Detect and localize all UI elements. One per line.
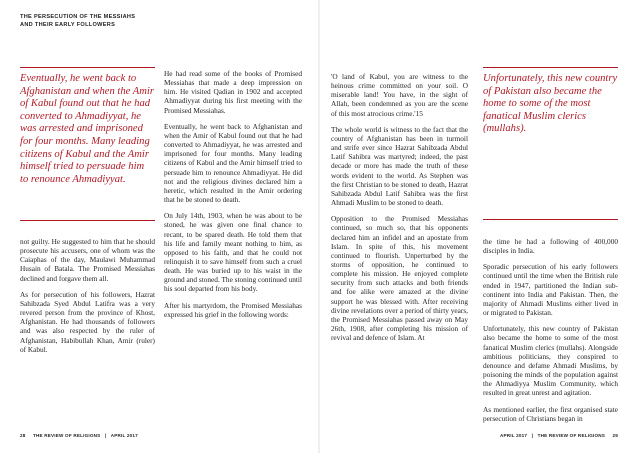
section-header-line-2: AND THEIR EARLY FOLLOWERS bbox=[20, 22, 116, 28]
section-header bbox=[20, 13, 170, 29]
column-4 bbox=[483, 237, 618, 430]
paragraph: not guilty. He suggested to him that he should prosecute his accusers, one of whom was the Caiaphas of the day, Maulawi Muhammad Husain of Batala. The Promised Messiahas declined and forgave them all. bbox=[20, 237, 155, 283]
paragraph: Sporadic persecution of his early followers continued until the time when the British rule ended in 1947, partitioned the Indian sub-continent into India and Pakistan. Then, the majority of Ahmadi Muslims either lived in or migrated to Pakistan. bbox=[483, 262, 618, 318]
footer-left: 28 THE REVIEW OF RELIGIONS | APRIL 2017 bbox=[20, 433, 138, 438]
paragraph: As for persecution of his followers, Hazrat Sahibzada Syed Abdul Latifra was a very revered person from the province of Khost, Afghanistan. He had thousands of followers and was also respected by the ruler of Afghanistan, Habibullah Khan, Amir (ruler) of Kabul. bbox=[20, 289, 155, 354]
issue-date-right: APRIL 2017 bbox=[499, 433, 528, 438]
pull-quote-left: Eventually, he went back to Afghanistan and when the Amir of Kabul found out that he had converted to Ahmadiyyat, he was arrested and imprisoned for four months. Many leading citizens of Kabul and the Amir himself tried to persuade him to renounce Ahmadiyyat. bbox=[20, 67, 155, 221]
paragraph: On July 14th, 1903, when he was about to be stoned, he was given one final chance to recant, to be spared death. He told them that his life and family meant nothing to him, as opposed to his faith, and that he could not relinquish it to save himself from such a cruel death. He was buried up to his waist in the ground and stoned. The stoning continued until his soul departed from his body. bbox=[164, 211, 302, 294]
column-3 bbox=[331, 72, 468, 349]
page-number-left: 28 bbox=[20, 433, 26, 438]
pull-quote-right: Unfortunately, this new country of Pakistan also became the home to some of the most fanatical Muslim clerics (mullahs). bbox=[483, 67, 618, 220]
paragraph: The whole world is witness to the fact that the country of Afghanistan has been in turmoil and strife ever since Hazrat Sahibzada Abdul Latif Sahibra was martyred; indeed, the past decade or more has made the truth of these words evident to the world. As Stephen was the first Christian to be stoned to death, Hazrat Sahibzada Abdul Latif Sahibra was the first Ahmadi Muslim to be stoned to death. bbox=[331, 124, 468, 208]
paragraph: Unfortunately, this new country of Pakistan also became the home to some of the most fanatical Muslim clerics (mullahs). Alongside ambitious politicians, they conspired to denounce and defame Ahmadi Muslims, by poisoning the minds of the population against the Ahmadiyya Muslim Community, which resulted in great unrest and agitation. bbox=[483, 324, 618, 398]
paragraph: After his martyrdom, the Promised Messiahas expressed his grief in the following words: bbox=[164, 300, 302, 319]
issue-date-left: APRIL 2017 bbox=[110, 433, 138, 438]
magazine-name-right: THE REVIEW OF RELIGIONS bbox=[537, 433, 605, 438]
page-gutter bbox=[318, 0, 320, 453]
footer-right: APRIL 2017 | THE REVIEW OF RELIGIONS 29 bbox=[499, 433, 618, 438]
page-number-right: 29 bbox=[612, 433, 618, 438]
paragraph: 'O land of Kabul, you are witness to the heinous crime committed on your soil. O miserable land! You have, in the sight of Allah, been condemned as you are the scene of this most atrocious crime.'15 bbox=[331, 72, 468, 118]
section-header-line-1: THE PERSECUTION OF THE MESSIAHS bbox=[20, 14, 136, 20]
paragraph: He had read some of the books of Promised Messiahas that made a deep impression on him. He visited Qadian in 1902 and accepted Ahmadiyyat during his first meeting with the Promised Messiahas. bbox=[164, 69, 302, 115]
paragraph: Eventually, he went back to Afghanistan and when the Amir of Kabul found out that he had converted to Ahmadiyyat, he was arrested and imprisoned for four months. Many leading citizens of Kabul and the Amir himself tried to persuade him to renounce Ahmadiyyat. He did not and the religious divines declared him a heretic, which resulted in the Amir ordering that he be stoned to death. bbox=[164, 121, 302, 205]
magazine-name-left: THE REVIEW OF RELIGIONS bbox=[33, 433, 101, 438]
paragraph: As mentioned earlier, the first organised state persecution of Christians began in bbox=[483, 404, 618, 423]
paragraph: the time he had a following of 400,000 disciples in India. bbox=[483, 237, 618, 256]
paragraph: Opposition to the Promised Messiahas continued, so much so, that his opponents declared him an infidel and an apostate from Islam. In spite of this, his movement continued to flourish. Unperturbed by the storms of opposition, he continued to complete his mission. He enjoyed complete security from such attacks and both friends and foe alike were amazed at the divine support he was blessed with. After receiving divine revelations over a period of thirty years, the Promised Messiahas passed away on May 26th, 1908, after completing his mission of revival and defence of Islam. At bbox=[331, 214, 468, 343]
column-2 bbox=[164, 69, 302, 326]
column-1 bbox=[20, 237, 155, 361]
